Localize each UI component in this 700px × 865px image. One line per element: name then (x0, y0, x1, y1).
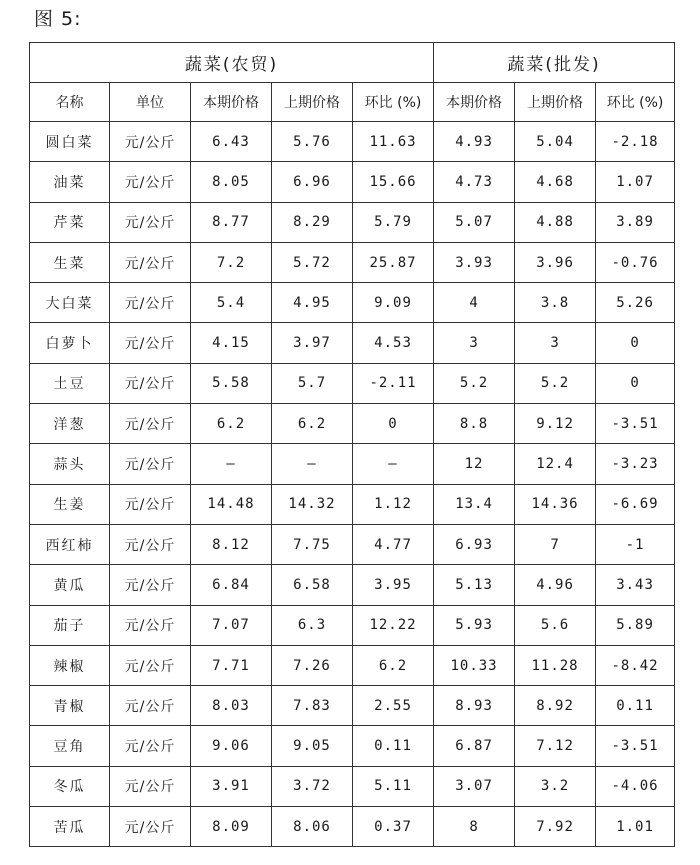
cell-name: 洋葱 (30, 404, 110, 444)
cell-retail-current: 6.84 (191, 565, 272, 605)
cell-wholesale-change: 5.26 (596, 283, 675, 323)
cell-wholesale-change: 3.89 (596, 202, 675, 242)
cell-retail-current: 3.91 (191, 766, 272, 806)
cell-retail-previous: 7.75 (272, 524, 353, 564)
table-row (30, 404, 675, 444)
cell-name: 圆白菜 (30, 122, 110, 162)
cell-name: 生菜 (30, 242, 110, 282)
cell-wholesale-current: 3.93 (434, 242, 515, 282)
cell-retail-change: 5.11 (353, 766, 434, 806)
cell-wholesale-change: 1.01 (596, 807, 675, 847)
table-row (30, 686, 675, 726)
table-row (30, 323, 675, 363)
cell-unit: 元/公斤 (110, 202, 191, 242)
cell-retail-current: 9.06 (191, 726, 272, 766)
cell-retail-current: 8.05 (191, 162, 272, 202)
cell-unit: 元/公斤 (110, 404, 191, 444)
cell-retail-previous: 6.58 (272, 565, 353, 605)
cell-name: 白萝卜 (30, 323, 110, 363)
table-row (30, 242, 675, 282)
table-row (30, 283, 675, 323)
cell-unit: 元/公斤 (110, 686, 191, 726)
column-header-row (30, 83, 675, 122)
cell-retail-previous: 4.95 (272, 283, 353, 323)
cell-retail-previous: 5.72 (272, 242, 353, 282)
cell-retail-change: 9.09 (353, 283, 434, 323)
col-header-name: 名称 (30, 83, 110, 122)
cell-retail-current: 7.2 (191, 242, 272, 282)
cell-wholesale-previous: 12.4 (515, 444, 596, 484)
cell-retail-current: 5.58 (191, 363, 272, 403)
cell-name: 油菜 (30, 162, 110, 202)
table-row (30, 645, 675, 685)
cell-wholesale-change: 5.89 (596, 605, 675, 645)
cell-wholesale-current: 3.07 (434, 766, 515, 806)
table-row (30, 122, 675, 162)
cell-unit: 元/公斤 (110, 122, 191, 162)
cell-name: 黄瓜 (30, 565, 110, 605)
cell-wholesale-previous: 7.92 (515, 807, 596, 847)
col-header-unit: 单位 (110, 83, 191, 122)
cell-wholesale-previous: 3 (515, 323, 596, 363)
cell-wholesale-change: 0 (596, 363, 675, 403)
cell-unit: 元/公斤 (110, 363, 191, 403)
cell-wholesale-previous: 11.28 (515, 645, 596, 685)
col-header-wholesale-change: 环比 (%) (596, 83, 675, 122)
cell-unit: 元/公斤 (110, 807, 191, 847)
cell-wholesale-previous: 8.92 (515, 686, 596, 726)
cell-retail-current: 8.03 (191, 686, 272, 726)
cell-name: 茄子 (30, 605, 110, 645)
cell-wholesale-previous: 14.36 (515, 484, 596, 524)
cell-retail-change: 4.53 (353, 323, 434, 363)
cell-retail-change: 11.63 (353, 122, 434, 162)
col-header-retail-previous: 上期价格 (272, 83, 353, 122)
cell-wholesale-previous: 3.96 (515, 242, 596, 282)
cell-retail-change: 0 (353, 404, 434, 444)
cell-retail-current: 14.48 (191, 484, 272, 524)
cell-wholesale-previous: 3.8 (515, 283, 596, 323)
cell-wholesale-change: -6.69 (596, 484, 675, 524)
vegetable-price-table (29, 42, 675, 847)
cell-wholesale-current: 4.93 (434, 122, 515, 162)
cell-wholesale-current: 4.73 (434, 162, 515, 202)
cell-name: 冬瓜 (30, 766, 110, 806)
cell-wholesale-change: -4.06 (596, 766, 675, 806)
cell-retail-change: — (353, 444, 434, 484)
table-row (30, 565, 675, 605)
cell-wholesale-previous: 7.12 (515, 726, 596, 766)
cell-wholesale-previous: 5.2 (515, 363, 596, 403)
cell-retail-previous: 7.26 (272, 645, 353, 685)
cell-wholesale-previous: 4.68 (515, 162, 596, 202)
cell-name: 芹菜 (30, 202, 110, 242)
cell-retail-previous: 5.76 (272, 122, 353, 162)
table-row (30, 484, 675, 524)
cell-retail-current: 6.43 (191, 122, 272, 162)
cell-wholesale-previous: 4.88 (515, 202, 596, 242)
cell-retail-current: 8.77 (191, 202, 272, 242)
cell-retail-previous: 3.72 (272, 766, 353, 806)
cell-retail-previous: 3.97 (272, 323, 353, 363)
cell-retail-change: 15.66 (353, 162, 434, 202)
cell-retail-previous: 8.06 (272, 807, 353, 847)
cell-wholesale-current: 13.4 (434, 484, 515, 524)
cell-retail-current: 7.71 (191, 645, 272, 685)
table-row (30, 605, 675, 645)
cell-wholesale-change: -3.51 (596, 726, 675, 766)
cell-unit: 元/公斤 (110, 323, 191, 363)
cell-wholesale-previous: 9.12 (515, 404, 596, 444)
cell-wholesale-current: 8.93 (434, 686, 515, 726)
cell-retail-current: 8.12 (191, 524, 272, 564)
cell-wholesale-current: 6.87 (434, 726, 515, 766)
cell-retail-change: 4.77 (353, 524, 434, 564)
cell-retail-change: 3.95 (353, 565, 434, 605)
cell-wholesale-current: 5.2 (434, 363, 515, 403)
table-row (30, 363, 675, 403)
cell-wholesale-change: -8.42 (596, 645, 675, 685)
cell-wholesale-current: 12 (434, 444, 515, 484)
cell-wholesale-current: 3 (434, 323, 515, 363)
cell-wholesale-current: 6.93 (434, 524, 515, 564)
cell-retail-change: 12.22 (353, 605, 434, 645)
cell-retail-change: 2.55 (353, 686, 434, 726)
cell-retail-change: 5.79 (353, 202, 434, 242)
table-row (30, 766, 675, 806)
cell-unit: 元/公斤 (110, 444, 191, 484)
cell-unit: 元/公斤 (110, 565, 191, 605)
table-row (30, 726, 675, 766)
cell-wholesale-current: 4 (434, 283, 515, 323)
cell-name: 苦瓜 (30, 807, 110, 847)
cell-wholesale-current: 10.33 (434, 645, 515, 685)
cell-name: 土豆 (30, 363, 110, 403)
cell-retail-change: 0.11 (353, 726, 434, 766)
cell-wholesale-change: 1.07 (596, 162, 675, 202)
group-header-row (30, 43, 675, 83)
cell-wholesale-change: -1 (596, 524, 675, 564)
cell-retail-current: 5.4 (191, 283, 272, 323)
cell-wholesale-change: -2.18 (596, 122, 675, 162)
cell-wholesale-current: 5.13 (434, 565, 515, 605)
cell-wholesale-previous: 3.2 (515, 766, 596, 806)
cell-wholesale-current: 5.93 (434, 605, 515, 645)
cell-wholesale-change: -3.23 (596, 444, 675, 484)
cell-wholesale-change: 0 (596, 323, 675, 363)
col-header-wholesale-current: 本期价格 (434, 83, 515, 122)
cell-retail-previous: 9.05 (272, 726, 353, 766)
cell-name: 生姜 (30, 484, 110, 524)
table-row (30, 807, 675, 847)
cell-wholesale-previous: 7 (515, 524, 596, 564)
figure-label: 图 5: (34, 8, 82, 30)
cell-name: 豆角 (30, 726, 110, 766)
cell-retail-change: 6.2 (353, 645, 434, 685)
cell-retail-previous: 7.83 (272, 686, 353, 726)
cell-wholesale-previous: 5.6 (515, 605, 596, 645)
cell-retail-previous: 5.7 (272, 363, 353, 403)
cell-unit: 元/公斤 (110, 726, 191, 766)
cell-retail-current: 4.15 (191, 323, 272, 363)
cell-retail-change: -2.11 (353, 363, 434, 403)
cell-name: 青椒 (30, 686, 110, 726)
cell-unit: 元/公斤 (110, 242, 191, 282)
col-header-wholesale-previous: 上期价格 (515, 83, 596, 122)
cell-wholesale-change: -3.51 (596, 404, 675, 444)
cell-name: 蒜头 (30, 444, 110, 484)
cell-name: 西红柿 (30, 524, 110, 564)
cell-retail-change: 0.37 (353, 807, 434, 847)
table-row (30, 444, 675, 484)
group-header-wholesale: 蔬菜(批发) (434, 43, 675, 83)
cell-unit: 元/公斤 (110, 645, 191, 685)
cell-wholesale-current: 8 (434, 807, 515, 847)
cell-retail-change: 25.87 (353, 242, 434, 282)
cell-name: 辣椒 (30, 645, 110, 685)
cell-name: 大白菜 (30, 283, 110, 323)
cell-wholesale-change: 0.11 (596, 686, 675, 726)
table-body (30, 122, 675, 847)
cell-wholesale-change: 3.43 (596, 565, 675, 605)
cell-retail-previous: 6.96 (272, 162, 353, 202)
table-row (30, 524, 675, 564)
cell-wholesale-previous: 4.96 (515, 565, 596, 605)
cell-retail-previous: 6.3 (272, 605, 353, 645)
col-header-retail-current: 本期价格 (191, 83, 272, 122)
cell-retail-current: 6.2 (191, 404, 272, 444)
cell-unit: 元/公斤 (110, 605, 191, 645)
cell-retail-previous: 6.2 (272, 404, 353, 444)
cell-retail-change: 1.12 (353, 484, 434, 524)
cell-unit: 元/公斤 (110, 484, 191, 524)
cell-unit: 元/公斤 (110, 766, 191, 806)
cell-unit: 元/公斤 (110, 162, 191, 202)
cell-wholesale-change: -0.76 (596, 242, 675, 282)
cell-unit: 元/公斤 (110, 524, 191, 564)
cell-retail-current: — (191, 444, 272, 484)
cell-retail-previous: 14.32 (272, 484, 353, 524)
cell-retail-previous: — (272, 444, 353, 484)
cell-wholesale-current: 8.8 (434, 404, 515, 444)
cell-retail-current: 8.09 (191, 807, 272, 847)
cell-wholesale-current: 5.07 (434, 202, 515, 242)
cell-retail-current: 7.07 (191, 605, 272, 645)
cell-unit: 元/公斤 (110, 283, 191, 323)
cell-retail-previous: 8.29 (272, 202, 353, 242)
group-header-retail: 蔬菜(农贸) (30, 43, 434, 83)
table-row (30, 162, 675, 202)
col-header-retail-change: 环比 (%) (353, 83, 434, 122)
cell-wholesale-previous: 5.04 (515, 122, 596, 162)
table-row (30, 202, 675, 242)
